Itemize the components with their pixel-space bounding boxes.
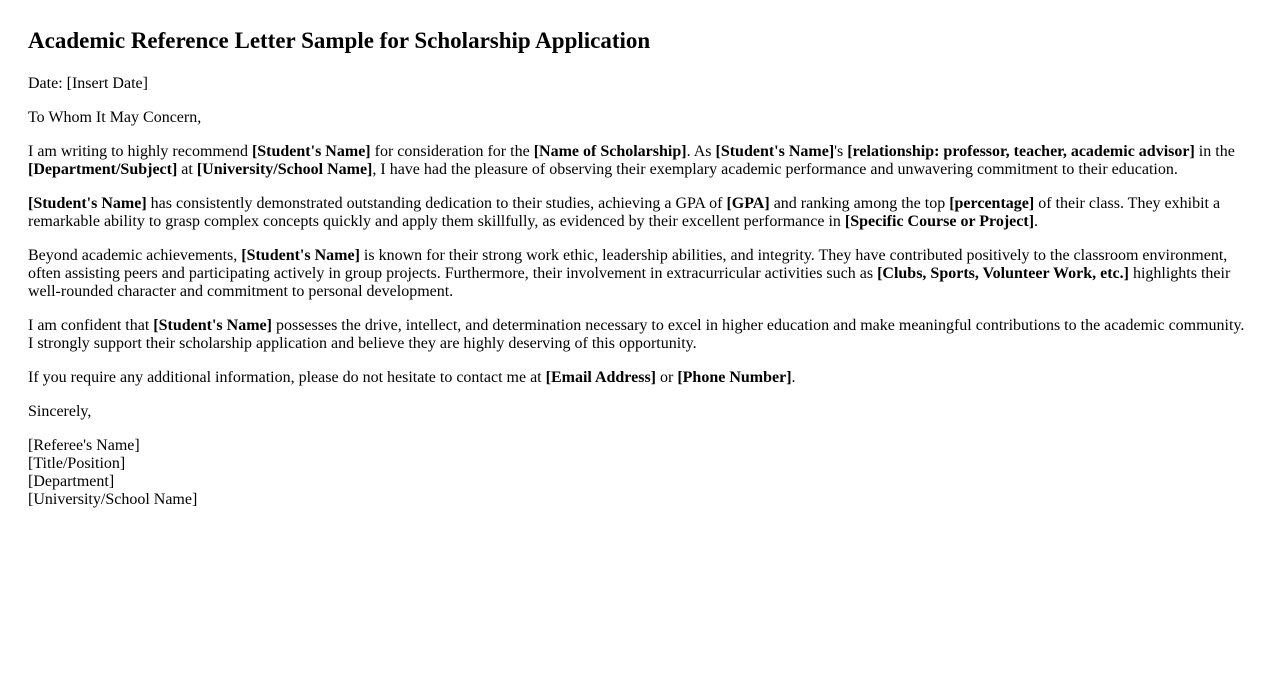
text: I am confident that	[28, 317, 154, 335]
signature-institution: [University/School Name]	[28, 491, 198, 509]
text: .	[791, 369, 796, 387]
text: or	[656, 369, 678, 387]
signature-department: [Department]	[28, 473, 115, 491]
text: .	[1034, 213, 1039, 231]
text: 's	[834, 143, 848, 161]
paragraph-endorsement	[28, 317, 1250, 353]
text: If you require any additional information, please do not hesitate to contact me at	[28, 369, 546, 387]
placeholder-email: [Email Address]	[545, 369, 656, 387]
text: I am writing to highly recommend	[28, 143, 252, 161]
placeholder-activities: [Clubs, Sports, Volunteer Work, etc.]	[877, 265, 1129, 283]
placeholder-gpa: [GPA]	[726, 195, 770, 213]
paragraph-academics	[28, 195, 1250, 231]
placeholder-student-name: [Student's Name]	[251, 143, 371, 161]
text: of their class. They exhibit a remarkable ability to grasp complex concepts quickly and apply them skillfully, as evidenced by their excellent performance in	[28, 195, 1221, 231]
placeholder-student-name: [Student's Name]	[28, 195, 147, 213]
signature-title: [Title/Position]	[28, 455, 126, 473]
closing: Sincerely,	[28, 403, 92, 421]
text: . As	[686, 143, 716, 161]
paragraph-contact	[28, 369, 1250, 387]
signature-name: [Referee's Name]	[28, 437, 140, 455]
text: highlights their well-rounded character and commitment to personal development.	[28, 265, 1231, 301]
text: in the	[1194, 143, 1235, 161]
paragraph-character	[28, 247, 1250, 301]
placeholder-course-project: [Specific Course or Project]	[844, 213, 1035, 231]
text: and ranking among the top	[769, 195, 950, 213]
text: is known for their strong work ethic, leadership abilities, and integrity. They have contributed positively to the classroom environment, often assisting peers and participating actively in group projects. Furthermore, their involvement in extracurricular activities such as	[28, 247, 1228, 283]
text: , I have had the pleasure of observing their exemplary academic performance and unwavering commitment to their education.	[372, 161, 1178, 179]
placeholder-scholarship-name: [Name of Scholarship]	[533, 143, 687, 161]
text: Beyond academic achievements,	[28, 247, 242, 265]
placeholder-percentage: [percentage]	[949, 195, 1035, 213]
placeholder-phone: [Phone Number]	[677, 369, 792, 387]
placeholder-department: [Department/Subject]	[28, 161, 178, 179]
text: for consideration for the	[370, 143, 534, 161]
placeholder-university: [University/School Name]	[196, 161, 373, 179]
letter-page	[0, 28, 1278, 509]
text: has consistently demonstrated outstanding dedication to their studies, achieving a GPA of	[146, 195, 727, 213]
salutation: To Whom It May Concern,	[28, 109, 202, 127]
placeholder-relationship: [relationship: professor, teacher, academic advisor]	[847, 143, 1195, 161]
text: possesses the drive, intellect, and determination necessary to excel in higher education and make meaningful contributions to the academic community. I strongly support their scholarship application and believe they are highly deserving of this opportunity.	[28, 317, 1245, 353]
signature-block	[28, 437, 1250, 509]
placeholder-student-name: [Student's Name]	[153, 317, 272, 335]
placeholder-student-name: [Student's Name]	[241, 247, 360, 265]
text: at	[177, 161, 197, 179]
date-line: Date: [Insert Date]	[28, 75, 148, 93]
placeholder-student-name: [Student's Name]	[715, 143, 835, 161]
paragraph-introduction	[28, 143, 1250, 179]
page-title: Academic Reference Letter Sample for Scholarship Application	[28, 28, 651, 53]
